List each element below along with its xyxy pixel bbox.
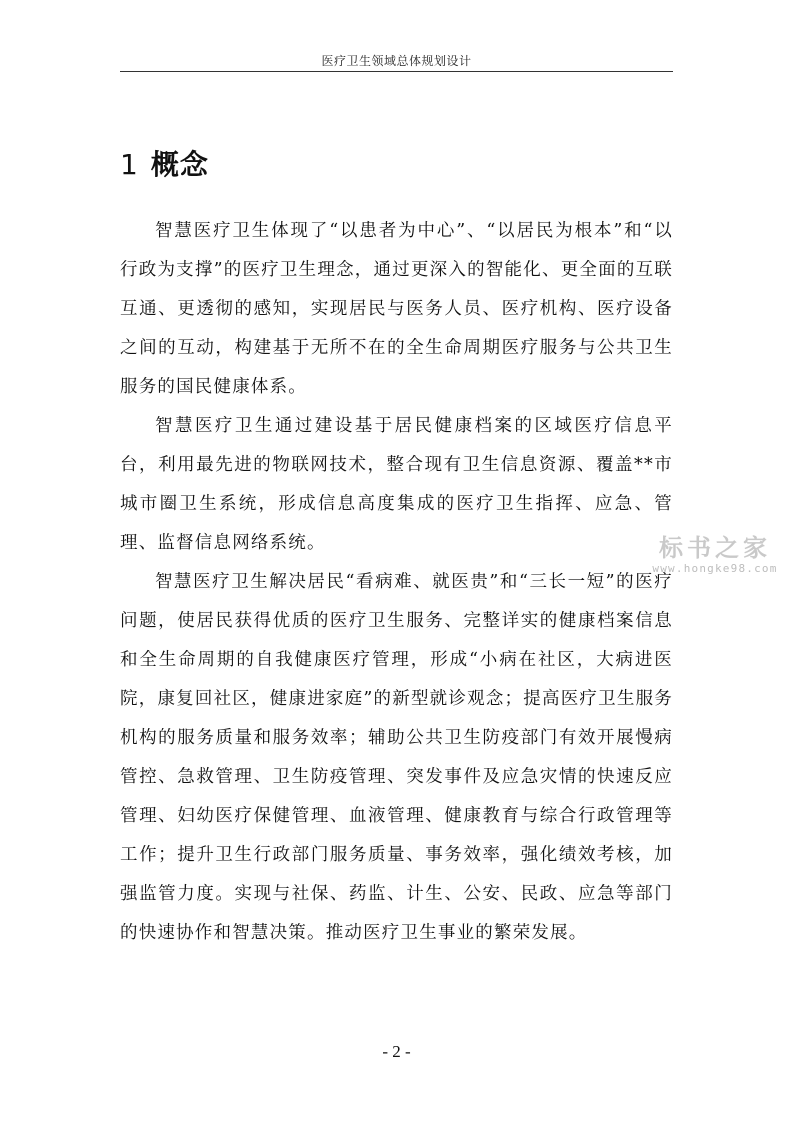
page-number: - 2 - — [382, 1042, 411, 1061]
header-divider — [120, 71, 673, 72]
section-title: 概念 — [150, 148, 209, 181]
page-header-title: 医疗卫生领域总体规划设计 — [321, 54, 472, 68]
document-body — [120, 212, 673, 953]
paragraph-3: 智慧医疗卫生解决居民“看病难、就医贵”和“三长一短”的医疗问题，使居民获得优质的医疗卫生服务、完整详实的健康档案信息和全生命周期的自我健康医疗管理，形成“小病在社区，大病进医院，康复回社区，健康进家庭”的新型就诊观念；提高医疗卫生服务机构的服务质量和服务效率；辅助公共卫生防疫部门有效开展慢病管控、急救管理、卫生防疫管理、突发事件及应急灾情的快速反应管理、妇幼医疗保健管理、血液管理、健康教育与综合行政管理等工作；提升卫生行政部门服务质量、事务效率，强化绩效考核，加强监管力度。实现与社保、药监、计生、公安、民政、应急等部门的快速协作和智慧决策。推动医疗卫生事业的繁荣发展。 — [120, 572, 673, 943]
paragraph-1: 智慧医疗卫生体现了“以患者为中心”、“以居民为根本”和“以行政为支撑”的医疗卫生理念，通过更深入的智能化、更全面的互联互通、更透彻的感知，实现居民与医务人员、医疗机构、医疗设备之间的互动，构建基于无所不在的全生命周期医疗服务与公共卫生服务的国民健康体系。 — [120, 221, 673, 397]
paragraph-2: 智慧医疗卫生通过建设基于居民健康档案的区域医疗信息平台，利用最先进的物联网技术，整合现有卫生信息资源、覆盖**市城市圈卫生系统，形成信息高度集成的医疗卫生指挥、应急、管理、监督信息网络系统。 — [120, 416, 673, 553]
section-heading — [120, 143, 209, 183]
watermark — [640, 534, 790, 576]
section-number: 1 — [120, 148, 139, 181]
watermark-url: www.hongke98.com — [652, 562, 778, 575]
watermark-logo: 标书之家 — [659, 534, 771, 562]
